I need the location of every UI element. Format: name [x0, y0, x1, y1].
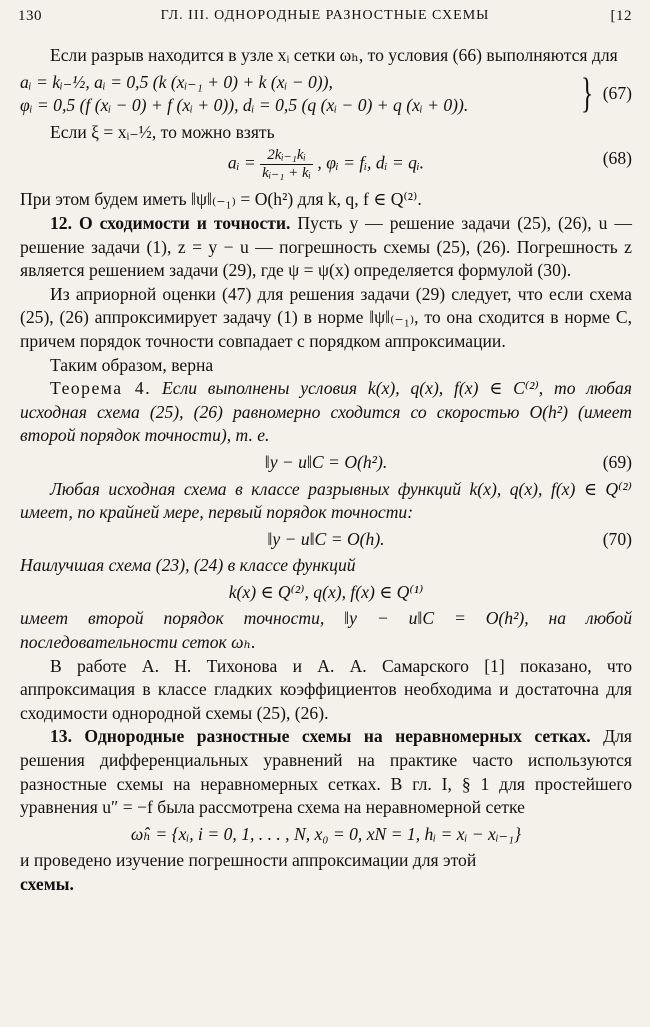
section-title: 13. Однородные разностные схемы на неравномерных сетках. [50, 726, 591, 747]
brace: } [580, 71, 593, 118]
equation-68 [20, 147, 632, 185]
paragraph: Из априорной оценки (47) для решения задачи (29) следует, что если схема (25), (26) аппроксимирует задачу (1) в норме ‖ψ‖₍₋₁₎, то она сходится в норме C, причем порядок точности совпадает с порядком аппроксимации. [20, 283, 632, 351]
section-text: Пусть y — решение задачи (25), (26), u — решение задачи (1), z = y − u — погрешность схемы (25), (26). Погрешность z является решением задачи (29), где ψ = ψ(x) определяется формулой (30). [20, 212, 633, 281]
page-body [20, 44, 632, 897]
fraction-numerator: 2kᵢ₋₁kᵢ [260, 147, 313, 165]
paragraph: Если ξ = xᵢ₋½, то можно взять [50, 121, 275, 142]
paragraph: имеет второй порядок точности, ‖y − u‖C = O(h²), на любой последовательности сеток ωₕ. [20, 608, 632, 653]
equation-number: (68) [602, 148, 632, 169]
equation-69 [20, 451, 632, 475]
equation-number: (70) [602, 528, 632, 549]
section-title: 12. О сходимости и точности. [50, 212, 291, 233]
paragraph: схемы. [20, 874, 74, 894]
equation-part: , φᵢ = fᵢ, dᵢ = qᵢ. [317, 152, 425, 173]
equation-67 [20, 71, 632, 118]
equation-part: ‖y − u‖C = O(h). [267, 528, 385, 549]
running-header [18, 8, 632, 32]
equation-70 [20, 528, 632, 552]
page-number: 130 [18, 8, 42, 24]
paragraph: При этом будем иметь ‖ψ‖₍₋₁₎ = O(h²) для k, q, f ∈ Q⁽²⁾. [20, 189, 422, 210]
paragraph: Любая исходная схема в классе разрывных функций k(x), q(x), f(x) ∈ Q⁽²⁾ имеет, по крайней мере, первый порядок точности: [20, 478, 632, 523]
equation-part: aᵢ = [227, 152, 256, 173]
section-number: [12 [610, 8, 632, 24]
theorem-4 [20, 377, 632, 448]
paragraph: Наилучшая схема (23), (24) в классе функций [20, 555, 356, 576]
equation-number: (69) [602, 451, 632, 472]
theorem-text: Если выполнены условия k(x), q(x), f(x) ∈ C⁽²⁾, то любая исходная схема (25), (26) равномерно сходится со скоростью O(h²) (имеет второй порядок точности), т. е. [20, 378, 632, 446]
paragraph: В работе А. Н. Тихонова и А. А. Самарского [1] показано, что аппроксимация в классе гладких коэффициентов необходима и достаточна для сходимости однородной схемы (25), (26). [20, 655, 632, 723]
fraction [260, 147, 313, 182]
paragraph: Таким образом, верна [50, 354, 214, 375]
equation-classes: k(x) ∈ Q⁽²⁾, q(x), f(x) ∈ Q⁽¹⁾ [228, 581, 424, 602]
section-text: Для решения дифференциальных уравнений на практике часто используются разностные схемы на неравномерных сетках. В гл. I, § 1 для простейшего уравнения u″ = −f была рассмотрена схема на неравномерной сетке [20, 726, 632, 818]
equation-grid: ω̂ₕ = {xᵢ, i = 0, 1, . . . , N, x₀ = 0, xN = 1, hᵢ = xᵢ − xᵢ₋₁} [130, 823, 522, 844]
fraction-denominator: kᵢ₋₁ + kᵢ [262, 165, 311, 182]
running-title: ГЛ. III. ОДНОРОДНЫЕ РАЗНОСТНЫЕ СХЕМЫ [160, 8, 490, 23]
theorem-label: Теорема 4. [50, 378, 152, 399]
paragraph: и проведено изучение погрешности аппроксимации для этой [20, 850, 477, 871]
equation-line: aᵢ = kᵢ₋½, aᵢ = 0,5 (k (xᵢ₋₁ + 0) + k (xᵢ − 0)), [20, 71, 333, 92]
equation-part: ‖y − u‖C = O(h²). [264, 451, 388, 472]
equation-number: (67) [602, 83, 632, 104]
paragraph-section-13 [20, 725, 632, 819]
paragraph-section-12 [20, 212, 632, 283]
paragraph: Если разрыв находится в узле xᵢ сетки ωₕ, то условия (66) выполняются для [50, 45, 618, 65]
equation-line: φᵢ = 0,5 (f (xᵢ − 0) + f (xᵢ + 0)), dᵢ = 0,5 (q (xᵢ − 0) + q (xᵢ + 0)). [20, 95, 469, 116]
